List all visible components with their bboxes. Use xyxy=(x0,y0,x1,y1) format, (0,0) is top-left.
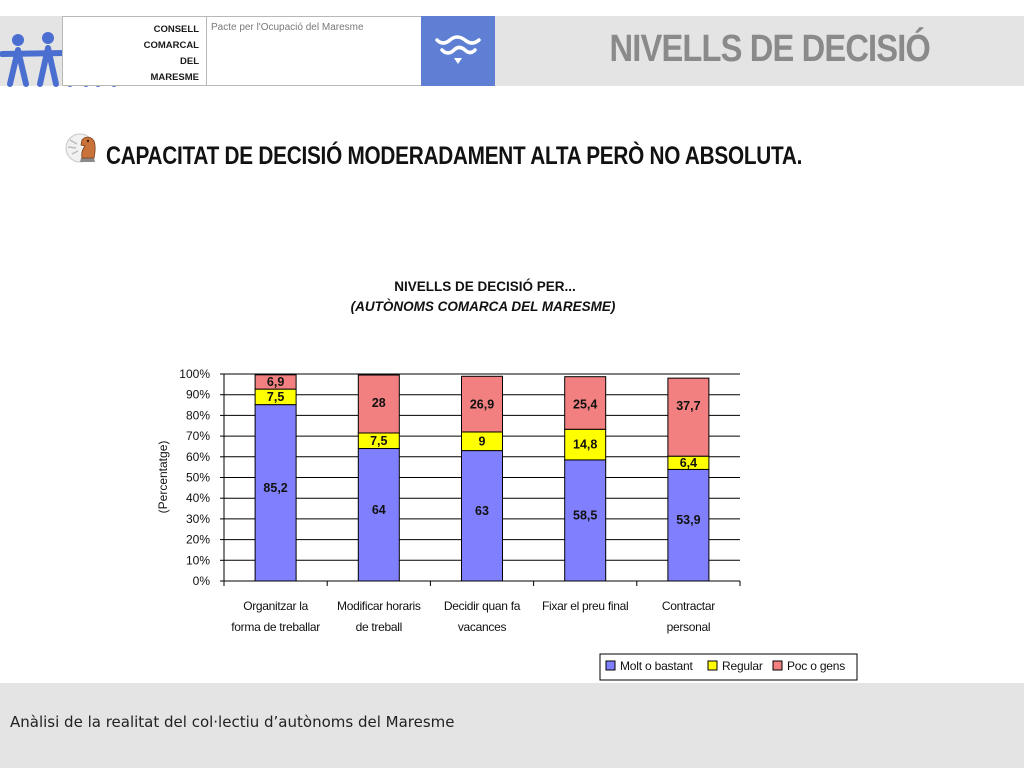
data-label: 7,5 xyxy=(370,433,388,448)
x-tick-label: Organitzar la xyxy=(243,599,308,613)
data-label: 7,5 xyxy=(266,389,285,404)
data-label: 26,9 xyxy=(469,397,495,412)
legend xyxy=(600,654,857,680)
y-tick-label: 30% xyxy=(185,511,210,526)
y-tick-label: 0% xyxy=(192,574,210,588)
x-tick-label: vacances xyxy=(457,620,507,634)
x-tick-label: Fixar el preu final xyxy=(542,599,629,613)
y-tick-label: 10% xyxy=(185,553,210,568)
y-tick-label: 20% xyxy=(185,532,210,547)
x-tick-label: Modificar horaris xyxy=(337,599,421,613)
x-tick-label: de treball xyxy=(355,620,402,634)
data-label: 53,9 xyxy=(676,513,701,528)
y-axis-label: (Percentatge) xyxy=(156,440,170,514)
y-tick-label: 80% xyxy=(185,408,210,423)
org-line-1: CONSELL xyxy=(153,24,199,35)
main-heading: CAPACITAT DE DECISIÓ MODERADAMENT ALTA PERÒ NO ABSOLUTA. xyxy=(106,142,803,170)
data-label: 37,7 xyxy=(676,399,701,414)
x-tick-label: Contractar xyxy=(661,599,715,613)
footer-text: Anàlisi de la realitat del col·lectiu d’autònoms del Maresme xyxy=(10,713,455,731)
x-tick-label: Decidir quan fa xyxy=(443,599,521,613)
x-tick-label: forma de treballar xyxy=(231,620,320,634)
org-line-4: MARESME xyxy=(150,72,199,83)
y-tick-label: 60% xyxy=(185,449,210,464)
data-label: 6,4 xyxy=(679,455,698,470)
data-label: 58,5 xyxy=(573,508,598,523)
data-label: 85,2 xyxy=(263,480,288,495)
legend-label: Molt o bastant xyxy=(620,659,693,673)
data-label: 6,9 xyxy=(266,374,285,389)
data-label: 28 xyxy=(371,396,386,411)
page-title: NIVELLS DE DECISIÓ xyxy=(609,28,930,70)
chart-subtitle: (AUTÒNOMS COMARCA DEL MARESME) xyxy=(350,299,616,314)
x-tick-label: personal xyxy=(666,620,711,634)
legend-swatch xyxy=(773,661,782,670)
legend-swatch xyxy=(708,661,717,670)
legend-swatch xyxy=(606,661,615,670)
data-label: 14,8 xyxy=(573,437,598,452)
y-tick-label: 40% xyxy=(185,491,210,506)
org-line-2: COMARCAL xyxy=(143,40,199,51)
y-tick-label: 50% xyxy=(185,470,210,485)
footer-bar xyxy=(0,683,1024,768)
y-tick-label: 90% xyxy=(185,387,210,402)
bar-segment xyxy=(668,378,709,456)
y-tick-label: 70% xyxy=(185,429,210,444)
data-label: 64 xyxy=(371,502,386,517)
legend-label: Regular xyxy=(722,659,763,673)
pacte-text: Pacte per l'Ocupació del Maresme xyxy=(211,22,364,33)
chart-title: NIVELLS DE DECISIÓ PER... xyxy=(394,279,576,294)
legend-label: Poc o gens xyxy=(787,659,846,673)
org-line-3: DEL xyxy=(180,56,199,67)
y-tick-label: 100% xyxy=(179,367,210,381)
data-label: 63 xyxy=(475,503,489,518)
data-label: 9 xyxy=(478,434,486,449)
data-label: 25,4 xyxy=(573,397,598,412)
